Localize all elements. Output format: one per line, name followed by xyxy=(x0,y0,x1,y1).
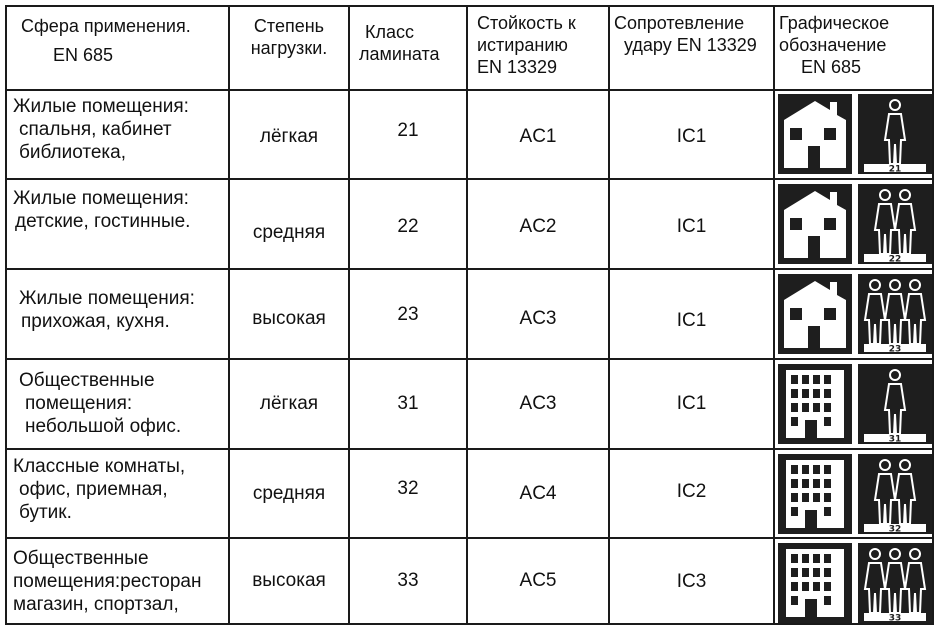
table-row-scope xyxy=(19,287,227,333)
header-scope xyxy=(21,15,226,66)
scope-line: магазин, спортзал, xyxy=(13,594,179,615)
header-symbol-line: Графическое xyxy=(779,13,890,33)
row-divider xyxy=(7,89,932,91)
header-impact-line: удару EN 13329 xyxy=(624,35,757,55)
office-building-icon xyxy=(778,543,852,623)
table-row-scope xyxy=(13,455,227,524)
header-symbol-line: обозначение xyxy=(779,35,887,55)
impact-class: IC1 xyxy=(676,310,707,331)
scope-line: Жилые помещения: xyxy=(13,188,189,209)
person-icon xyxy=(858,364,932,444)
house-icon xyxy=(778,274,852,354)
header-symbol-line: EN 685 xyxy=(801,57,862,77)
header-scope-line: Сфера применения. xyxy=(21,16,191,36)
class-code-label: 31 xyxy=(888,434,902,444)
abrasion-class: AC4 xyxy=(519,483,557,504)
load-level: средняя xyxy=(252,483,326,504)
header-load-line: нагрузки. xyxy=(250,38,328,58)
abrasion-class: AC2 xyxy=(519,216,557,237)
scope-line: небольшой офис. xyxy=(25,416,182,437)
header-class-line: Класс xyxy=(365,22,414,42)
class-code-label: 22 xyxy=(888,254,902,264)
scope-line: Жилые помещения: xyxy=(19,288,195,309)
scope-line: библиотека, xyxy=(19,142,127,163)
house-icon xyxy=(778,94,852,174)
load-level: высокая xyxy=(252,570,326,591)
scope-line: детские, гостинные. xyxy=(15,211,191,232)
abrasion-class: AC5 xyxy=(519,570,557,591)
header-abrasion-line: истиранию xyxy=(477,35,568,55)
header-impact xyxy=(614,12,774,56)
class-value: 23 xyxy=(397,304,419,325)
laminate-class-table xyxy=(5,5,934,625)
two-people-icon xyxy=(858,454,932,534)
table-row-scope xyxy=(19,369,227,438)
scope-line: Общественные xyxy=(19,370,155,391)
load-level: лёгкая xyxy=(259,393,319,414)
class-value: 32 xyxy=(397,478,419,499)
header-laminate-class xyxy=(359,21,469,65)
scope-line: офис, приемная, xyxy=(19,479,168,500)
scope-line: спальня, кабинет xyxy=(19,119,172,140)
class-value: 31 xyxy=(397,393,419,414)
row-divider xyxy=(7,358,932,360)
row-divider xyxy=(7,448,932,450)
class-code-label: 21 xyxy=(888,164,902,174)
impact-class: IC1 xyxy=(676,216,707,237)
class-code-label: 23 xyxy=(888,344,902,354)
header-abrasion-line: EN 13329 xyxy=(477,57,558,77)
row-divider xyxy=(7,537,932,539)
load-level: средняя xyxy=(252,222,326,243)
table-row-scope xyxy=(13,547,229,616)
impact-class: IC2 xyxy=(676,481,707,502)
class-value: 22 xyxy=(397,216,419,237)
impact-class: IC1 xyxy=(676,393,707,414)
scope-line: прихожая, кухня. xyxy=(21,311,170,332)
office-building-icon xyxy=(778,364,852,444)
scope-line: Классные комнаты, xyxy=(13,456,186,477)
scope-line: бутик. xyxy=(19,502,72,523)
header-abrasion-line: Стойкость к xyxy=(477,13,576,33)
load-level: высокая xyxy=(252,308,326,329)
scope-line: Жилые помещения: xyxy=(13,96,189,117)
header-load-line: Степень xyxy=(253,16,325,36)
header-abrasion xyxy=(477,12,607,78)
scope-line: помещения: xyxy=(25,393,133,414)
office-building-icon xyxy=(778,454,852,534)
header-scope-line: EN 685 xyxy=(53,45,114,65)
header-symbol xyxy=(779,12,937,78)
abrasion-class: AC3 xyxy=(519,393,557,414)
class-value: 33 xyxy=(397,570,419,591)
impact-class: IC3 xyxy=(676,571,707,592)
two-people-icon xyxy=(858,184,932,264)
class-code-label: 33 xyxy=(888,613,902,623)
class-value: 21 xyxy=(397,120,419,141)
row-divider xyxy=(7,268,932,270)
row-divider xyxy=(7,178,932,180)
three-people-icon xyxy=(858,274,932,354)
abrasion-class: AC3 xyxy=(519,308,557,329)
header-load xyxy=(230,15,348,59)
house-icon xyxy=(778,184,852,264)
table-row-scope xyxy=(13,187,227,233)
header-class-line: ламината xyxy=(359,44,440,64)
header-impact-line: Сопротевление xyxy=(614,13,745,33)
load-level: лёгкая xyxy=(259,126,319,147)
three-people-icon xyxy=(858,543,932,623)
column-divider xyxy=(773,7,775,623)
table-row-scope xyxy=(13,95,227,164)
person-icon xyxy=(858,94,932,174)
scope-line: помещения:ресторан xyxy=(13,571,202,592)
abrasion-class: AC1 xyxy=(519,126,557,147)
scope-line: Общественные xyxy=(13,548,149,569)
impact-class: IC1 xyxy=(676,126,707,147)
class-code-label: 32 xyxy=(888,524,902,534)
